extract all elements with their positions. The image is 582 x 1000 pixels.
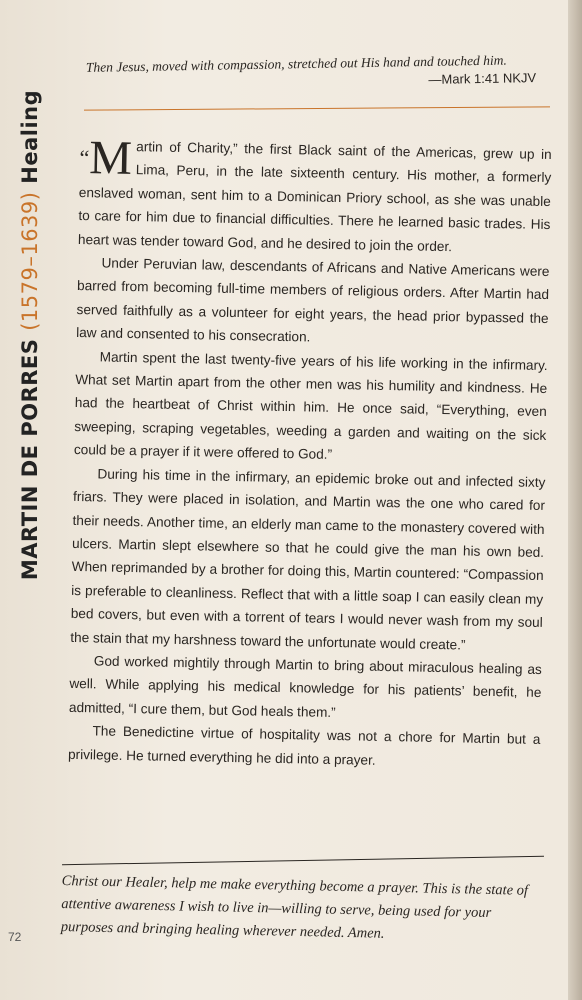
article-body — [67, 131, 552, 775]
paragraph-3: Martin spent the last twenty-five years of his life working in the infirmary. What set Martin apart from the other men was his humility and kindness. He had the heartbeat of Christ within him. He once said, “Everything, even sweeping, scraping vegetables, weeding a garden and waiting on the sick could be a prayer if it were offered to God.” — [73, 349, 548, 463]
page-number: 72 — [8, 930, 22, 944]
paragraph-6: The Benedictine virtue of hospitality was not a chore for Martin but a privilege. He turned everything he did into a prayer. — [67, 723, 541, 768]
paragraph-1: “M artin of Charity,” the first Black saint of the Americas, grew up in Lima, Peru, in the late sixteenth century. His mother, a formerly enslaved woman, sent him to a Dominican Priory school, as she was unable to care for him due to financial difficulties. There he learned basic trades. His heart was tender toward God, and he desired to join the order. — [77, 131, 552, 254]
epigraph-source: —Mark 1:41 NKJV — [428, 70, 537, 87]
paragraph-5: God worked mightily through Martin to bring about miraculous healing as well. While applying his medical knowledge for his patients’ benefit, he admitted, “I cure them, but God heals them.” — [68, 653, 542, 720]
topic-label: Healing — [18, 89, 43, 184]
drop-cap: “M — [79, 131, 133, 185]
paragraph-2: Under Peruvian law, descendants of Africans and Native Americans were barred from becoming full-time members of religious orders. After Martin had served faithfully as a volunteer for eight years, the head prior bypassed the law and consented to his consecration. — [76, 255, 550, 345]
page-edge — [568, 0, 582, 1000]
saint-name: MARTIN DE PORRES — [18, 338, 43, 581]
closing-prayer: Christ our Healer, help me make everything become a prayer. This is the state of attentive awareness I wish to live in—willing to serve, being used for your purposes and bringing healing wherever needed. Amen. — [60, 872, 529, 942]
epigraph-text: Then Jesus, moved with compassion, stretched out His hand and touched him. — [85, 52, 507, 75]
saint-dates: (1579–1639) — [18, 191, 43, 331]
vertical-heading — [10, 70, 50, 600]
paragraph-4: During his time in the infirmary, an epidemic broke out and infected sixty friars. They were placed in isolation, and Martin was the one who cared for their needs. Another time, an elderly man came to the monastery covered with ulcers. Martin slept elsewhere so that he could give the man his own bed. When reprimanded by a brother for doing this, Martin countered: “Compassion is preferable to cleanliness. Reflect that with a little soap I can easily clean my bed covers, but even with a torrent of tears I would never wash from my soul the stain that my harshness toward the unfortunate would create.” — [70, 466, 546, 653]
